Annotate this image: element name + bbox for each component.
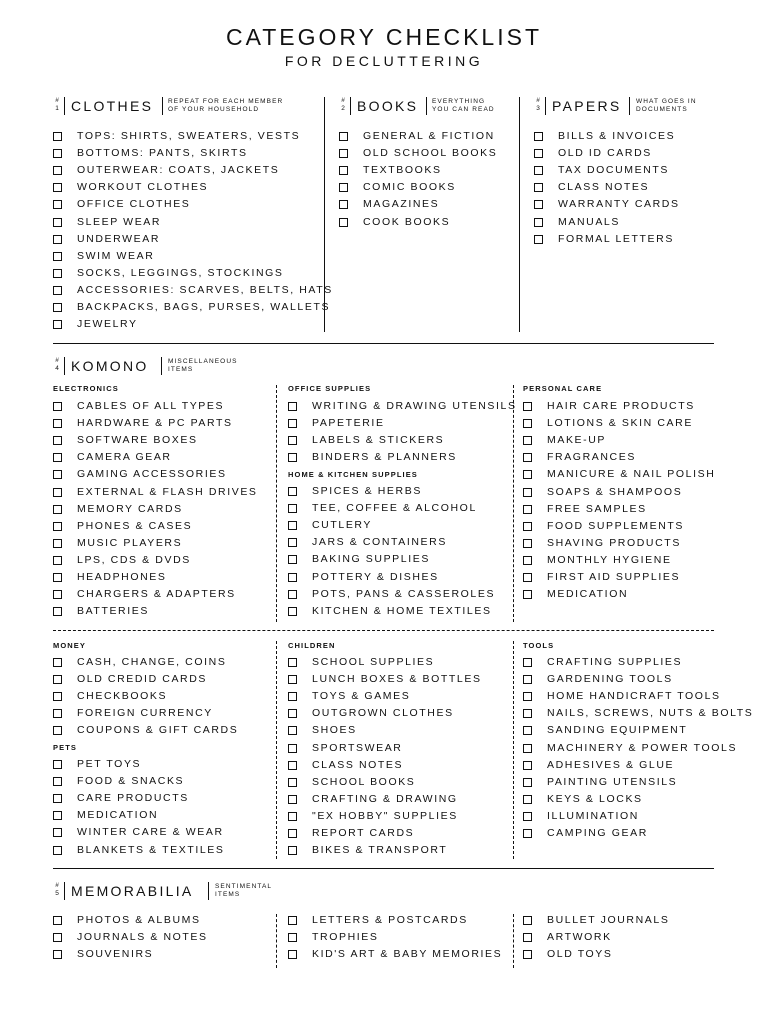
checkbox[interactable] (53, 607, 62, 616)
checkbox[interactable] (523, 419, 532, 428)
checkbox[interactable] (523, 709, 532, 718)
header-divider (629, 97, 630, 115)
item-label: LETTERS & POSTCARDS (312, 914, 468, 926)
checkbox[interactable] (523, 744, 532, 753)
item-label: FOOD & SNACKS (77, 775, 185, 788)
item-label: SOCKS, LEGGINGS, STOCKINGS (77, 266, 284, 279)
checkbox[interactable] (53, 218, 62, 227)
item-label: MEMORY CARDS (77, 502, 183, 515)
checkbox[interactable] (53, 916, 62, 925)
checkbox[interactable] (523, 812, 532, 821)
checkbox[interactable] (523, 556, 532, 565)
item-label: REPORT CARDS (312, 827, 415, 839)
checkbox[interactable] (288, 795, 297, 804)
checkbox[interactable] (288, 761, 297, 770)
item-label: ADHESIVES & GLUE (547, 758, 675, 771)
checkbox[interactable] (53, 166, 62, 175)
header-divider (161, 357, 162, 375)
checkbox[interactable] (534, 132, 543, 141)
item-label: MANUALS (558, 215, 620, 228)
checkbox[interactable] (53, 522, 62, 531)
checkbox[interactable] (288, 402, 297, 411)
column-divider (513, 641, 514, 859)
section-note: MISCELLANEOUS ITEMS (168, 358, 238, 373)
section-number: # 2 (341, 97, 345, 112)
checkbox[interactable] (523, 933, 532, 942)
checkbox[interactable] (288, 950, 297, 959)
header-divider (64, 97, 65, 115)
item-label: WINTER CARE & WEAR (77, 826, 224, 839)
item-label: CASH, CHANGE, COINS (77, 656, 227, 668)
header-divider (64, 882, 65, 900)
item-label: KITCHEN & HOME TEXTILES (312, 604, 492, 617)
item-label: EXTERNAL & FLASH DRIVES (77, 485, 258, 498)
item-label: OLD CREDID CARDS (77, 673, 208, 686)
checkbox[interactable] (53, 436, 62, 445)
header-divider (545, 97, 546, 115)
section-header-clothes (53, 97, 323, 121)
item-label: COOK BOOKS (363, 215, 451, 228)
checkbox[interactable] (53, 777, 62, 786)
section-title: CLOTHES (71, 98, 154, 114)
item-label: GARDENING TOOLS (547, 673, 673, 686)
item-label: CUTLERY (312, 519, 373, 532)
item-label: OLD ID CARDS (558, 147, 652, 160)
checkbox[interactable] (523, 675, 532, 684)
checkbox[interactable] (53, 539, 62, 548)
item-label: FOOD SUPPLEMENTS (547, 519, 685, 532)
item-label: WARRANTY CARDS (558, 198, 680, 211)
checkbox[interactable] (53, 950, 62, 959)
header-divider (208, 882, 209, 900)
item-label: FORMAL LETTERS (558, 232, 674, 245)
checkbox[interactable] (53, 419, 62, 428)
checkbox[interactable] (53, 556, 62, 565)
item-label: LUNCH BOXES & BOTTLES (312, 673, 482, 686)
item-label: PAINTING UTENSILS (547, 775, 678, 788)
category-label-office-supplies: OFFICE SUPPLIES (288, 384, 372, 393)
item-label: PAPETERIE (312, 417, 385, 430)
item-label: UNDERWEAR (77, 232, 161, 245)
item-label: SLEEP WEAR (77, 215, 162, 228)
checkbox[interactable] (288, 590, 297, 599)
item-label: BINDERS & PLANNERS (312, 451, 457, 464)
item-label: OLD TOYS (547, 948, 613, 961)
item-label: LOTIONS & SKIN CARE (547, 417, 693, 430)
checkbox[interactable] (534, 235, 543, 244)
checkbox[interactable] (288, 675, 297, 684)
checkbox[interactable] (288, 487, 297, 496)
checkbox[interactable] (53, 470, 62, 479)
section-header-books (339, 97, 517, 121)
item-label: SANDING EQUIPMENT (547, 724, 688, 737)
checkbox[interactable] (53, 505, 62, 514)
item-label: HOME HANDICRAFT TOOLS (547, 690, 721, 703)
checkbox[interactable] (53, 453, 62, 462)
item-label: CAMPING GEAR (547, 827, 648, 839)
item-label: JEWELRY (77, 318, 138, 331)
item-label: SOAPS & SHAMPOOS (547, 485, 683, 498)
header-divider (64, 357, 65, 375)
checkbox[interactable] (523, 692, 532, 701)
item-label: TEE, COFFEE & ALCOHOL (312, 502, 477, 515)
item-label: CABLES OF ALL TYPES (77, 400, 225, 412)
section-header-papers (534, 97, 734, 121)
checkbox[interactable] (523, 761, 532, 770)
checkbox[interactable] (523, 453, 532, 462)
item-label: BAKING SUPPLIES (312, 553, 430, 566)
checkbox[interactable] (288, 521, 297, 530)
item-label: FOREIGN CURRENCY (77, 707, 213, 720)
checkbox[interactable] (53, 200, 62, 209)
checkbox[interactable] (523, 539, 532, 548)
checkbox[interactable] (339, 166, 348, 175)
item-label: OUTERWEAR: COATS, JACKETS (77, 164, 280, 177)
section-header-memorabilia (53, 882, 313, 906)
checkbox[interactable] (288, 453, 297, 462)
checkbox[interactable] (53, 709, 62, 718)
item-label: OLD SCHOOL BOOKS (363, 147, 498, 160)
item-label: TEXTBOOKS (363, 164, 442, 177)
item-label: PET TOYS (77, 758, 142, 770)
checkbox[interactable] (523, 505, 532, 514)
column-divider (519, 97, 520, 332)
checkbox[interactable] (534, 183, 543, 192)
checkbox[interactable] (53, 933, 62, 942)
checkbox[interactable] (339, 149, 348, 158)
section-number: # 5 (55, 882, 59, 897)
checkbox[interactable] (523, 726, 532, 735)
checkbox[interactable] (523, 916, 532, 925)
item-label: FIRST AID SUPPLIES (547, 571, 681, 583)
item-label: OFFICE CLOTHES (77, 198, 191, 211)
item-label: COUPONS & GIFT CARDS (77, 724, 239, 737)
section-divider (53, 343, 714, 344)
item-label: CRAFTING SUPPLIES (547, 656, 683, 668)
header-divider (162, 97, 163, 115)
item-label: JOURNALS & NOTES (77, 931, 208, 944)
section-title: KOMONO (71, 358, 149, 374)
item-label: CLASS NOTES (312, 758, 404, 771)
checkbox[interactable] (523, 470, 532, 479)
item-label: HAIR CARE PRODUCTS (547, 400, 695, 412)
checkbox[interactable] (288, 846, 297, 855)
checkbox[interactable] (523, 522, 532, 531)
checkbox[interactable] (523, 488, 532, 497)
category-label-personal-care: PERSONAL CARE (523, 384, 603, 393)
item-label: LPS, CDS & DVDS (77, 553, 191, 566)
checkbox[interactable] (53, 132, 62, 141)
checkbox[interactable] (53, 235, 62, 244)
column-divider (513, 914, 514, 968)
item-label: TROPHIES (312, 931, 379, 944)
checkbox[interactable] (288, 778, 297, 787)
section-divider (53, 868, 714, 869)
item-label: SOFTWARE BOXES (77, 434, 198, 447)
item-label: SHOES (312, 724, 357, 737)
checkbox[interactable] (53, 252, 62, 261)
item-label: ARTWORK (547, 931, 612, 944)
item-label: TAX DOCUMENTS (558, 164, 670, 177)
section-title: MEMORABILIA (71, 883, 194, 899)
checkbox[interactable] (523, 573, 532, 582)
checkbox[interactable] (288, 607, 297, 616)
item-label: GENERAL & FICTION (363, 130, 495, 142)
page-subtitle: FOR DECLUTTERING (284, 53, 484, 69)
item-label: WORKOUT CLOTHES (77, 181, 209, 194)
item-label: JARS & CONTAINERS (312, 536, 447, 549)
item-label: KEYS & LOCKS (547, 792, 643, 805)
category-label-tools: TOOLS (523, 641, 555, 650)
checkbox[interactable] (53, 149, 62, 158)
checkbox[interactable] (53, 794, 62, 803)
item-label: PHONES & CASES (77, 519, 193, 532)
checkbox[interactable] (523, 829, 532, 838)
column-divider (276, 385, 277, 622)
item-label: MANICURE & NAIL POLISH (547, 468, 716, 481)
checkbox[interactable] (523, 658, 532, 667)
category-label-home-kitchen: HOME & KITCHEN SUPPLIES (288, 470, 418, 479)
item-label: HEADPHONES (77, 571, 167, 583)
category-label-children: CHILDREN (288, 641, 336, 650)
section-number: # 3 (536, 97, 540, 112)
checkbox[interactable] (288, 829, 297, 838)
item-label: BOTTOMS: PANTS, SKIRTS (77, 147, 248, 160)
item-label: CAMERA GEAR (77, 451, 172, 464)
item-label: BACKPACKS, BAGS, PURSES, WALLETS (77, 301, 331, 313)
item-label: TOYS & GAMES (312, 690, 411, 703)
section-note: REPEAT FOR EACH MEMBER OF YOUR HOUSEHOLD (168, 98, 284, 113)
checkbox[interactable] (534, 218, 543, 227)
checkbox[interactable] (288, 419, 297, 428)
checkbox[interactable] (53, 402, 62, 411)
category-label-electronics: ELECTRONICS (53, 384, 119, 393)
checkbox[interactable] (523, 795, 532, 804)
section-title: BOOKS (357, 98, 419, 114)
column-divider (276, 641, 277, 859)
item-label: POTS, PANS & CASSEROLES (312, 587, 496, 600)
checkbox[interactable] (523, 950, 532, 959)
checkbox[interactable] (288, 504, 297, 513)
section-note: WHAT GOES IN DOCUMENTS (636, 98, 697, 113)
checkbox[interactable] (288, 726, 297, 735)
checkbox[interactable] (53, 286, 62, 295)
item-label: CHARGERS & ADAPTERS (77, 588, 236, 601)
item-label: BULLET JOURNALS (547, 914, 670, 926)
item-label: MAKE-UP (547, 434, 607, 447)
checkbox[interactable] (53, 846, 62, 855)
checkbox[interactable] (534, 166, 543, 175)
item-label: GAMING ACCESSORIES (77, 468, 227, 481)
checkbox[interactable] (534, 149, 543, 158)
item-label: COMIC BOOKS (363, 181, 456, 194)
item-label: OUTGROWN CLOTHES (312, 707, 454, 720)
checkbox[interactable] (53, 811, 62, 820)
item-label: FRAGRANCES (547, 451, 636, 464)
checkbox[interactable] (53, 303, 62, 312)
item-label: ACCESSORIES: SCARVES, BELTS, HATS (77, 283, 333, 296)
checkbox[interactable] (53, 658, 62, 667)
item-label: BATTERIES (77, 605, 149, 618)
section-note: SENTIMENTAL ITEMS (215, 883, 273, 898)
item-label: TOPS: SHIRTS, SWEATERS, VESTS (77, 130, 301, 142)
item-label: MEDICATION (547, 588, 629, 601)
checkbox[interactable] (288, 933, 297, 942)
checkbox[interactable] (53, 726, 62, 735)
checkbox[interactable] (523, 402, 532, 411)
item-label: SCHOOL BOOKS (312, 775, 416, 788)
item-label: ILLUMINATION (547, 809, 639, 822)
checkbox[interactable] (523, 590, 532, 599)
section-header-komono (53, 357, 273, 381)
item-label: POTTERY & DISHES (312, 570, 439, 583)
page-title: CATEGORY CHECKLIST (225, 24, 542, 50)
checkbox[interactable] (53, 183, 62, 192)
checkbox[interactable] (523, 436, 532, 445)
category-label-money: MONEY (53, 641, 87, 650)
item-label: SOUVENIRS (77, 948, 154, 961)
item-label: MEDICATION (77, 809, 159, 822)
checkbox[interactable] (53, 269, 62, 278)
checkbox[interactable] (53, 573, 62, 582)
item-label: LABELS & STICKERS (312, 434, 445, 447)
checkbox[interactable] (288, 744, 297, 753)
checkbox[interactable] (288, 538, 297, 547)
section-divider (53, 630, 714, 631)
item-label: PHOTOS & ALBUMS (77, 914, 201, 926)
checkbox[interactable] (288, 916, 297, 925)
checkbox[interactable] (53, 828, 62, 837)
column-divider (276, 914, 277, 968)
item-label: BLANKETS & TEXTILES (77, 843, 225, 856)
item-label: SHAVING PRODUCTS (547, 536, 681, 549)
item-label: "EX HOBBY" SUPPLIES (312, 809, 458, 822)
item-label: CLASS NOTES (558, 181, 650, 194)
item-label: KID'S ART & BABY MEMORIES (312, 948, 503, 961)
column-divider (513, 385, 514, 622)
header-divider (426, 97, 427, 115)
item-label: NAILS, SCREWS, NUTS & BOLTS (547, 707, 754, 720)
checkbox[interactable] (53, 760, 62, 769)
item-label: SPORTSWEAR (312, 741, 403, 754)
checkbox[interactable] (53, 488, 62, 497)
item-label: CARE PRODUCTS (77, 792, 189, 805)
item-label: MUSIC PLAYERS (77, 536, 183, 549)
checkbox[interactable] (53, 320, 62, 329)
item-label: MACHINERY & POWER TOOLS (547, 741, 738, 754)
checkbox[interactable] (339, 200, 348, 209)
checkbox[interactable] (288, 436, 297, 445)
category-label-pets: PETS (53, 743, 77, 752)
item-label: MONTHLY HYGIENE (547, 553, 672, 566)
item-label: FREE SAMPLES (547, 502, 647, 515)
checkbox[interactable] (288, 709, 297, 718)
checkbox[interactable] (288, 573, 297, 582)
item-label: BILLS & INVOICES (558, 130, 676, 142)
item-label: WRITING & DRAWING UTENSILS (312, 400, 517, 412)
section-title: PAPERS (552, 98, 622, 114)
checkbox[interactable] (339, 183, 348, 192)
header-divider (350, 97, 351, 115)
checkbox[interactable] (523, 778, 532, 787)
checkbox[interactable] (53, 692, 62, 701)
item-label: HARDWARE & PC PARTS (77, 417, 233, 430)
checkbox[interactable] (288, 658, 297, 667)
checkbox[interactable] (339, 218, 348, 227)
checkbox[interactable] (53, 675, 62, 684)
checkbox[interactable] (534, 200, 543, 209)
section-number: # 4 (55, 357, 59, 372)
item-label: BIKES & TRANSPORT (312, 844, 448, 857)
section-note: EVERYTHING YOU CAN READ (432, 98, 495, 113)
checkbox[interactable] (339, 132, 348, 141)
item-label: MAGAZINES (363, 198, 440, 211)
checkbox[interactable] (53, 590, 62, 599)
item-label: SPICES & HERBS (312, 485, 422, 497)
section-number: # 1 (55, 97, 59, 112)
item-label: SWIM WEAR (77, 249, 155, 262)
item-label: CHECKBOOKS (77, 690, 168, 703)
item-label: CRAFTING & DRAWING (312, 792, 458, 805)
checkbox[interactable] (288, 692, 297, 701)
item-label: SCHOOL SUPPLIES (312, 656, 435, 668)
checkbox[interactable] (288, 812, 297, 821)
checkbox[interactable] (288, 555, 297, 564)
